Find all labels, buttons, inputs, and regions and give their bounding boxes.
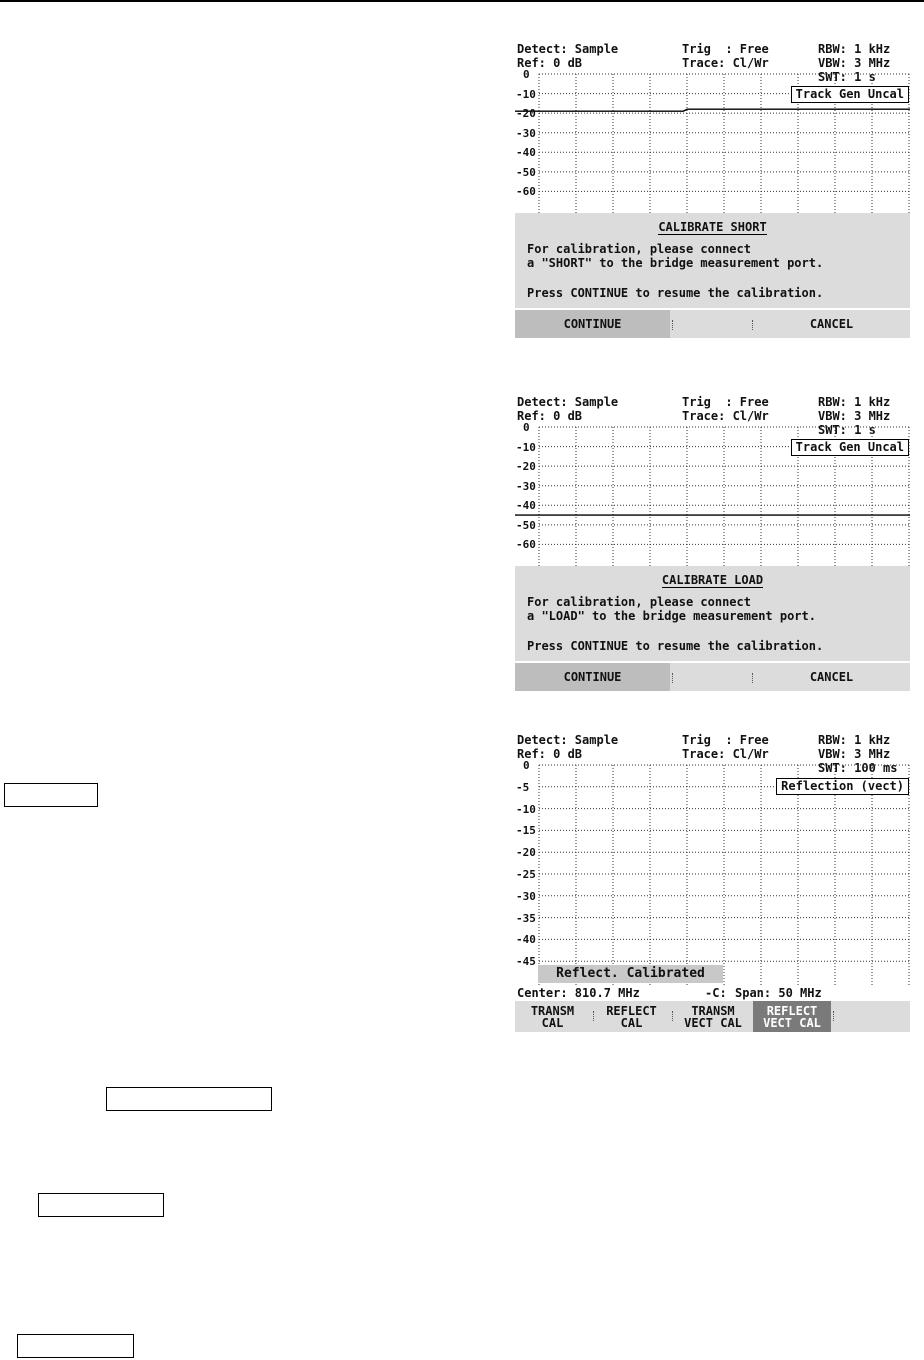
- rbw-label: RBW: 1 kHz: [818, 42, 891, 56]
- y-tick-label: -20: [516, 460, 536, 474]
- key-reference-box: [17, 1334, 134, 1358]
- dialog-title: CALIBRATE LOAD: [661, 573, 764, 587]
- y-tick-label: -5: [516, 780, 530, 794]
- key-reference-box: [4, 783, 98, 807]
- y-tick-label: -50: [516, 165, 536, 179]
- analyzer-screen-calibrate-short: [515, 38, 910, 338]
- dialog-line-2: a "LOAD" to the bridge measurement port.: [527, 609, 816, 623]
- y-tick-label: -60: [516, 538, 536, 552]
- y-tick-label: -30: [516, 126, 536, 140]
- dialog-line-1: For calibration, please connect: [527, 242, 751, 256]
- ref-label: Ref: 0 dB: [517, 409, 583, 423]
- softkey-line-1: REFLECT: [766, 1003, 818, 1018]
- calibration-dialog: [515, 566, 910, 661]
- y-tick-label: -10: [516, 87, 536, 101]
- y-tick-label: 0: [523, 759, 530, 772]
- reflect-cal-softkey[interactable]: [595, 1001, 668, 1032]
- y-tick-label: -40: [516, 933, 536, 947]
- y-tick-label: -25: [516, 868, 536, 881]
- y-tick-label: -35: [516, 911, 536, 925]
- y-tick-label: -10: [516, 802, 536, 816]
- softkey-line-2: VECT CAL: [684, 1015, 742, 1030]
- softkey-line-2: CAL: [541, 1015, 564, 1030]
- softkey-separator: [833, 1011, 835, 1021]
- vbw-label: VBW: 3 MHz: [818, 409, 891, 423]
- track-gen-status-badge: Track Gen Uncal: [791, 439, 909, 456]
- trace-label: Trace: Cl/Wr: [682, 56, 769, 70]
- tracking-generator-icon: -C:: [705, 986, 727, 1000]
- continue-softkey[interactable]: CONTINUE: [515, 663, 670, 691]
- y-tick-label: -30: [516, 479, 536, 493]
- y-tick-label: -40: [516, 146, 536, 160]
- ref-label: Ref: 0 dB: [517, 56, 583, 70]
- trace-plot-svg: [515, 763, 910, 985]
- rbw-label: RBW: 1 kHz: [818, 395, 891, 409]
- y-tick-label: 0: [523, 421, 530, 434]
- swt-label: SWT: 1 s: [818, 70, 876, 84]
- calibration-status-label: Reflect. Calibrated: [538, 965, 723, 983]
- y-tick-label: -20: [516, 846, 536, 860]
- page-top-rule: [0, 0, 924, 2]
- y-tick-label: -40: [516, 499, 536, 513]
- rbw-label: RBW: 1 kHz: [818, 733, 891, 747]
- softkey-bar: [515, 310, 910, 338]
- trace-plot: [515, 759, 910, 985]
- transm-cal-softkey[interactable]: [515, 1001, 590, 1032]
- cancel-softkey[interactable]: CANCEL: [809, 317, 854, 331]
- reflect-vect-cal-softkey[interactable]: [753, 1001, 831, 1032]
- analyzer-screen-calibrate-load: [515, 391, 910, 691]
- calibration-dialog: [515, 213, 910, 308]
- cancel-softkey[interactable]: CANCEL: [809, 670, 854, 684]
- center-frequency: Center: 810.7 MHz: [517, 986, 640, 1000]
- detect-label: Detect: Sample: [517, 733, 619, 747]
- y-tick-label: -60: [516, 185, 536, 199]
- softkey-bar: [515, 1001, 910, 1032]
- y-tick-label: -10: [516, 440, 536, 454]
- swt-label: SWT: 100 ms: [818, 761, 898, 775]
- y-tick-label: -30: [516, 889, 536, 903]
- y-tick-label: 0: [523, 68, 530, 81]
- continue-softkey[interactable]: CONTINUE: [515, 310, 670, 338]
- key-reference-box: [106, 1087, 272, 1111]
- trig-label: Trig : Free: [682, 42, 769, 56]
- dialog-line-3: Press CONTINUE to resume the calibration.: [527, 286, 824, 300]
- vbw-label: VBW: 3 MHz: [818, 747, 891, 761]
- vbw-label: VBW: 3 MHz: [818, 56, 891, 70]
- trace-label: Trace: Cl/Wr: [682, 747, 769, 761]
- blank-softkey[interactable]: [673, 663, 751, 691]
- ref-label: Ref: 0 dB: [517, 747, 583, 761]
- trace-segment: [515, 109, 910, 111]
- trig-label: Trig : Free: [682, 733, 769, 747]
- softkey-line-1: TRANSM: [691, 1003, 735, 1018]
- trace-line: [515, 109, 910, 111]
- dialog-line-2: a "SHORT" to the bridge measurement port.: [527, 256, 824, 270]
- softkey-line-2: VECT CAL: [763, 1015, 821, 1030]
- softkey-line-1: REFLECT: [606, 1003, 657, 1018]
- detect-label: Detect: Sample: [517, 395, 619, 409]
- y-tick-label: -50: [516, 518, 536, 532]
- y-tick-label: -15: [516, 824, 536, 838]
- track-gen-status-badge: Track Gen Uncal: [791, 86, 909, 103]
- dialog-title: CALIBRATE SHORT: [658, 220, 767, 234]
- y-tick-label: -45: [516, 955, 536, 969]
- transm-vect-cal-softkey[interactable]: [674, 1001, 752, 1032]
- blank-softkey[interactable]: [673, 310, 751, 338]
- plot-grid: [539, 765, 910, 985]
- measurement-mode-badge: Reflection (vect): [776, 778, 909, 795]
- y-tick-label: -20: [516, 107, 536, 121]
- trig-label: Trig : Free: [682, 395, 769, 409]
- span-value: Span: 50 MHz: [735, 986, 822, 1000]
- swt-label: SWT: 1 s: [818, 423, 876, 437]
- softkey-line-2: CAL: [620, 1015, 643, 1030]
- analyzer-screen-reflection-vect: [515, 729, 910, 1034]
- detect-label: Detect: Sample: [517, 42, 619, 56]
- trace-label: Trace: Cl/Wr: [682, 409, 769, 423]
- dialog-line-3: Press CONTINUE to resume the calibration.: [527, 639, 824, 653]
- softkey-line-1: TRANSM: [530, 1003, 575, 1018]
- key-reference-box: [38, 1193, 164, 1217]
- dialog-line-1: For calibration, please connect: [527, 595, 751, 609]
- softkey-bar: [515, 663, 910, 691]
